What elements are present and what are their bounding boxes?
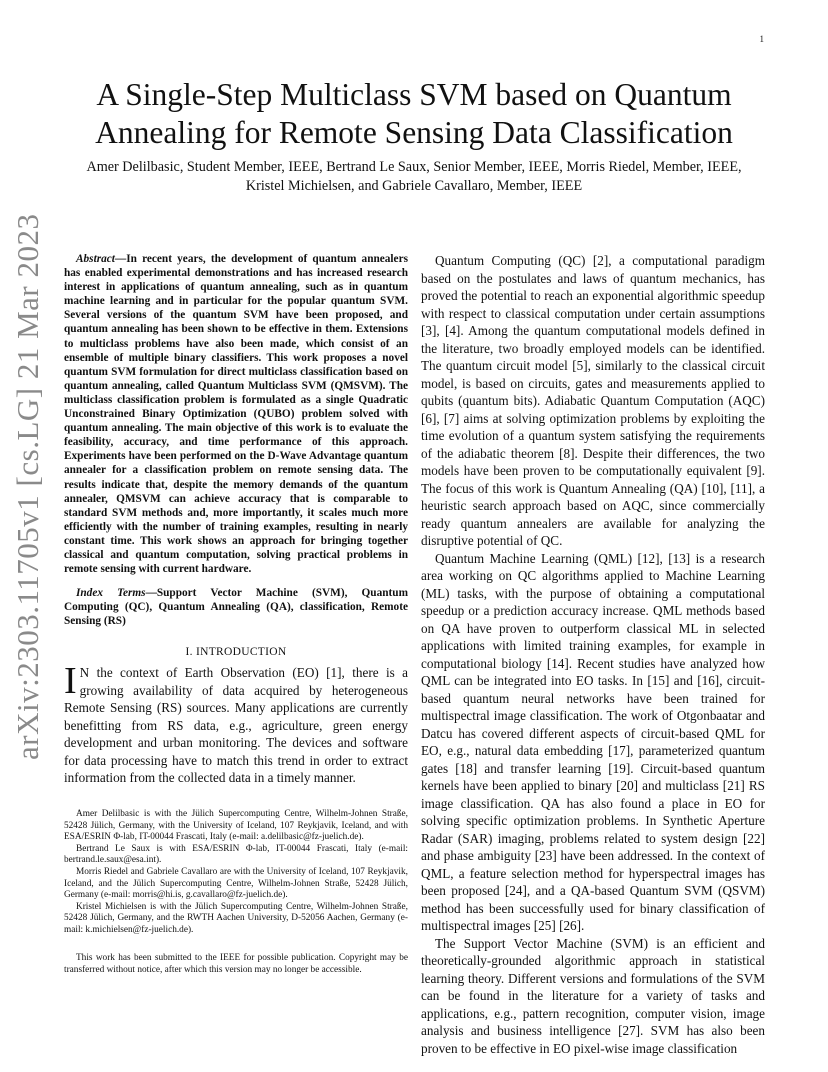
paper-title: A Single-Step Multiclass SVM based on Quantum Annealing for Remote Sensing Data Classification	[95, 77, 733, 150]
section-heading: I. INTRODUCTION	[185, 646, 287, 659]
abstract-text: —In recent years, the development of quantum annealers has enabled experimental demonstrations and has increased research interest in applications of quantum annealing, such as in quantum machine learning and in particular for the popular quantum SVM. Several versions of the quantum SVM have been proposed, and quantum annealing has been shown to be effective in them. Extensions to multiclass problems have also been made, which consist of an ensemble of multiple binary classifiers. This work proposes a novel quantum SVM formulation for direct multiclass classification based on quantum annealing, called Quantum Multiclass SVM (QMSVM). The multiclass classification problem is formulated as a single Quadratic Unconstrained Binary Optimization (QUBO) problem solved with quantum annealing. The main objective of this work is to evaluate the feasibility, accuracy, and time performance of this approach. Experiments have been performed on the D-Wave Advantage quantum annealer for a classification problem on remote sensing data. The results indicate that, despite the memory demands of the quantum annealer, QMSVM can achieve accuracy that is comparable to standard SVM methods and, more importantly, it scales much more efficiently with the number of training examples, resulting in nearly constant time. This work shows an approach for bringing together classical and quantum computation, solving practical problems in remote sensing with current hardware.	[64, 253, 408, 576]
drop-cap: I	[64, 660, 77, 703]
footnote-affiliation: Kristel Michielsen is with the Jülich Supercomputing Centre, Wilhelm-Johnen Straße, 52428 Jülich, Germany, and the RWTH Aachen University, D-52056 Aachen, Germany (e-mail: k.michielsen@fz-juelich.de).	[64, 901, 408, 935]
footnote-affiliation: Morris Riedel and Gabriele Cavallaro are with the University of Iceland, 107 Reykjavik, Iceland, and the Jülich Supercomputing Centre, Wilhelm-Johnen Straße, 52428 Jülich, Germany (e-mail: morris@hi.is, g.cavallaro@fz-juelich.de).	[64, 866, 408, 901]
footnote-affiliation: Bertrand Le Saux is with ESA/ESRIN Φ-lab, IT-00044 Frascati, Italy (e-mail: bertrand.le.saux@esa.int).	[64, 843, 408, 866]
body-paragraph: Quantum Computing (QC) [2], a computational paradigm based on the postulates and laws of quantum mechanics, has proved the potential to reach an exponential algorithmic speedup with respect to classical computation under certain assumptions [3], [4]. Among the quantum computational models defined in the literature, two broadly employed models can be identified. The quantum circuit model [5], similarly to the classical circuit model, is based on circuits, gates and measurements applied to qubits (quantum bits). Adiabatic Quantum Computation (AQC) [6], [7] aims at solving optimization problems by exploiting the time evolution of a quantum system satisfying the requirements of the adiabatic theorem [8]. Despite their differences, the two models have been proven to be computationally equivalent [9]. The focus of this work is Quantum Annealing (QA) [10], [11], a heuristic search approach based on AQC, since commercially ready quantum annealers are available for analyzing the disruptive potential of QC.	[421, 253, 765, 548]
right-column	[421, 252, 765, 1057]
intro-paragraph	[64, 660, 408, 787]
left-column	[64, 252, 408, 977]
footnote-separator	[64, 791, 408, 805]
index-terms-text: —Support Vector Machine (SVM), Quantum Computing (QC), Quantum Annealing (QA), classification, Remote Sensing (RS)	[64, 587, 408, 628]
author-list	[40, 158, 788, 196]
abstract-label: Abstract	[76, 253, 115, 265]
footnote-affiliation: Amer Delilbasic is with the Jülich Supercomputing Centre, Wilhelm-Johnen Straße, 52428 Jülich, Germany, with the University of Iceland, 107 Reykjavik, Iceland, and with ESA/ESRIN Φ-lab, IT-00044 Frascati, Italy (e-mail: a.delilbasic@fz-juelich.de).	[64, 808, 408, 843]
arxiv-stamp: arXiv:2303.11705v1 [cs.LG] 21 Mar 2023	[10, 213, 45, 760]
intro-text: N the context of Earth Observation (EO) [1], there is a growing availability of data acquired by heterogeneous Remote Sensing (RS) sources. Many applications are currently benefitting from RS data, e.g., agriculture, green energy development and urban monitoring. The devices and software for data processing have to match this trend in order to extract information from the collected data in a timely manner.	[64, 665, 408, 786]
index-terms-label: Index Terms	[76, 587, 146, 600]
page-number: 1	[759, 34, 764, 44]
index-terms	[64, 586, 408, 628]
authors-line-2: Kristel Michielsen, and Gabriele Cavallaro, Member, IEEE	[245, 178, 583, 194]
abstract	[64, 252, 408, 576]
authors-line-1: Amer Delilbasic, Student Member, IEEE, Bertrand Le Saux, Senior Member, IEEE, Morris Riedel, Member, IEEE,	[86, 159, 742, 175]
submission-note: This work has been submitted to the IEEE for possible publication. Copyright may be transferred without notice, after which this version may no longer be accessible.	[64, 953, 408, 976]
body-paragraph: The Support Vector Machine (SVM) is an efficient and theoretically-grounded algorithmic approach in statistical learning theory. Different versions and formulations of the SVM can be found in the literature for a variety of tasks and applications, e.g., pattern recognition, computer vision, image analysis and business intelligence [27]. SVM has also been proven to be effective in EO pixel-wise image classification	[421, 935, 765, 1056]
body-paragraph: Quantum Machine Learning (QML) [12], [13] is a research area working on QC algorithms applied to Machine Learning (ML) tasks, with the purpose of obtaining a computational speedup or a prediction accuracy increase. QML methods based on QA have proven to outperform classical ML in selected applications with limited training examples, for example in computational biology [14]. Recent studies have analyzed how QML can be integrated into EO tasks. In [15] and [16], circuit-based quantum neural networks have been trained for multispectral image classification. The work of Otgonbaatar and Datcu has covered different aspects of circuit-based QML for EO, e.g., natural data embedding [17], parameterized quantum gates [18] and transfer learning [19]. Circuit-based quantum kernels have been applied to binary [20] and multiclass [21] RS image classification. QA has also found a place in EO for solving specific optimization problems. In Synthetic Aperture Radar (SAR) imaging, problems related to system design [22] and phase ambiguity [23] have been addressed. In the context of QML, a feature selection method for hyperspectral images has been proposed [24], and a QA-based Quantum SVM (QSVM) method has been successfully used for binary classification of multispectral images [25] [26].	[421, 550, 765, 933]
